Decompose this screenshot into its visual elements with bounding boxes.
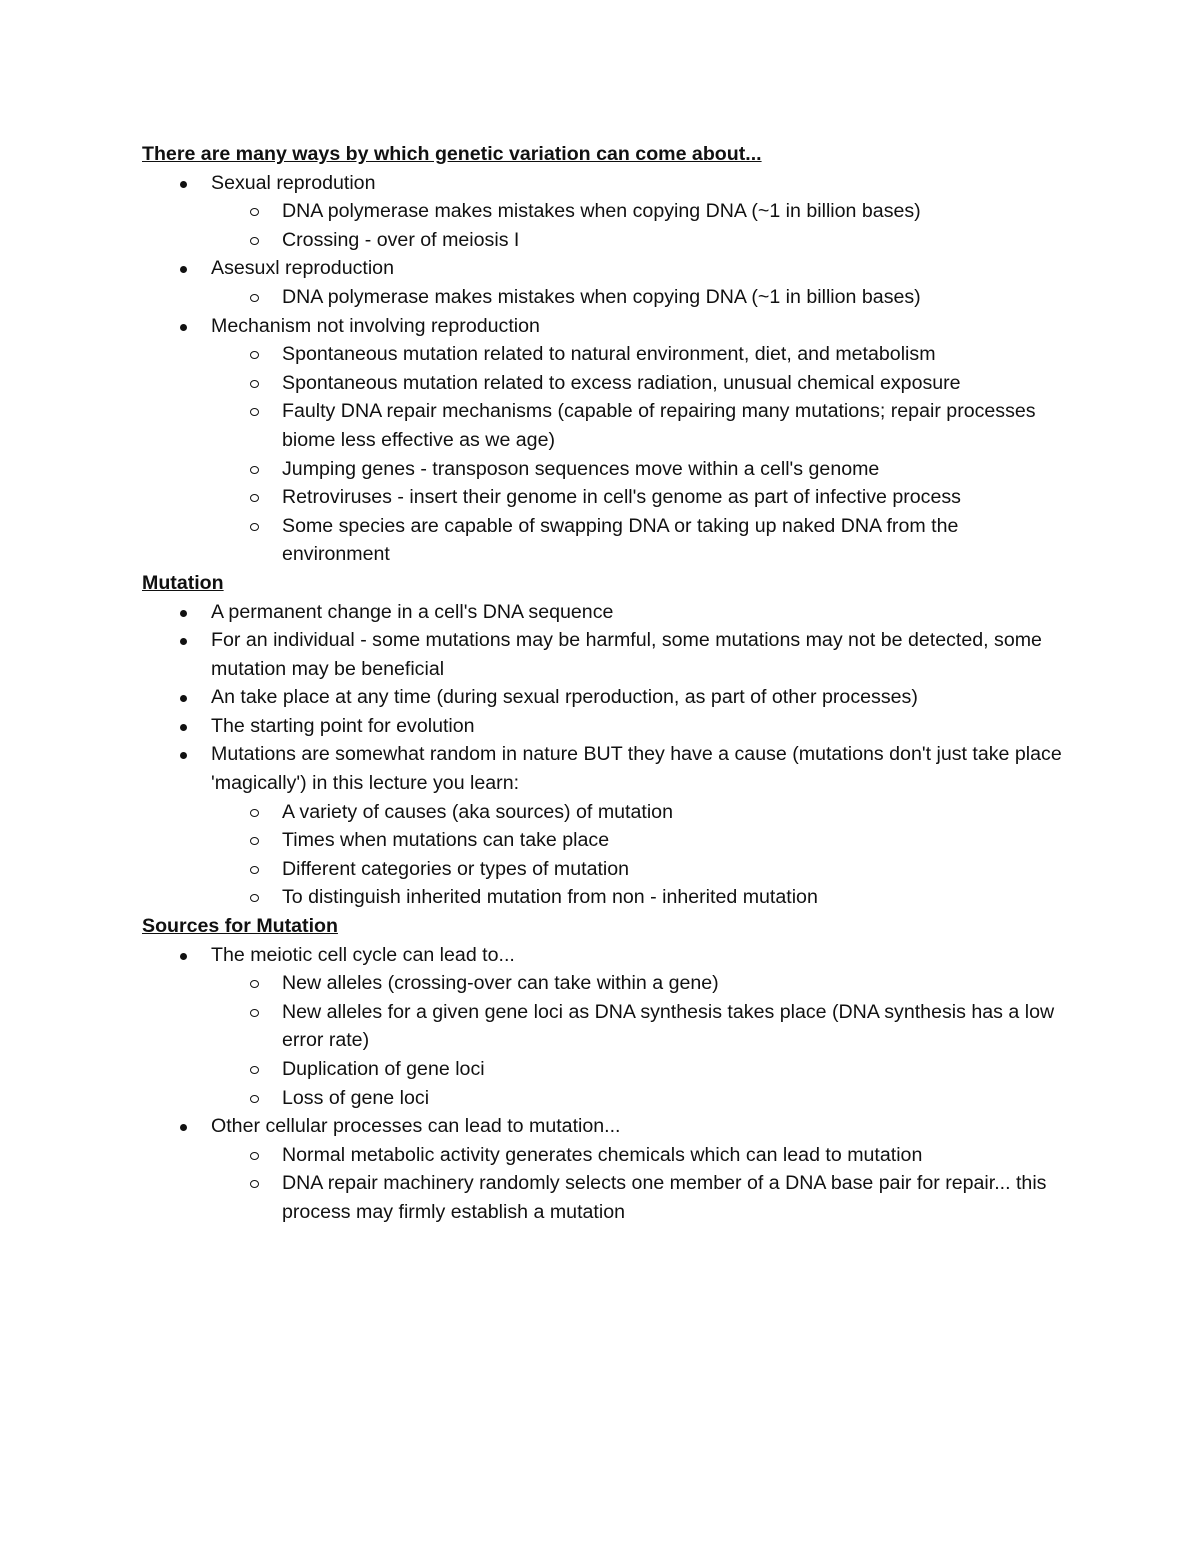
section-mutation <box>142 569 1062 912</box>
filled-bullet-icon <box>180 324 187 331</box>
sub-list-item-text: Some species are capable of swapping DNA or taking up naked DNA from the environment <box>282 514 959 566</box>
sub-list-item <box>142 455 1062 484</box>
sub-list-item-text: New alleles (crossing-over can take within a gene) <box>282 972 719 995</box>
sub-list-item-text: Jumping genes - transposon sequences move within a cell's genome <box>282 457 880 480</box>
sub-list-item <box>142 969 1062 998</box>
filled-bullet-icon <box>180 953 187 960</box>
sub-list-item <box>142 483 1062 512</box>
sub-list-item-text: Loss of gene loci <box>282 1086 430 1109</box>
sub-list-item-text: Different categories or types of mutation <box>282 857 630 880</box>
list-item-text: The starting point for evolution <box>211 714 475 737</box>
sub-list-item-text: To distinguish inherited mutation from non - inherited mutation <box>282 886 818 909</box>
hollow-bullet-icon <box>250 1095 259 1103</box>
sub-list-item-text: Duplication of gene loci <box>282 1058 485 1080</box>
list-item-text: An take place at any time (during sexual rperoduction, as part of other processes) <box>211 686 918 709</box>
list-item-text: Mutations are somewhat random in nature BUT they have a cause (mutations don't just take place 'magically') in this lecture you learn: <box>211 743 1062 795</box>
list-item-text: Asesuxl reproduction <box>211 257 394 280</box>
section-heading: Mutation <box>142 571 224 594</box>
sub-list-item-text: DNA polymerase makes mistakes when copying DNA (~1 in billion bases) <box>282 200 921 223</box>
list-item-text: Mechanism not involving reproduction <box>211 314 540 337</box>
hollow-bullet-icon <box>250 466 259 474</box>
sub-list-item-text: Spontaneous mutation related to natural environment, diet, and metabolism <box>282 343 936 366</box>
list-item <box>142 169 1062 198</box>
sub-list-item <box>142 883 1062 912</box>
list-item-text: Sexual reprodution <box>211 171 376 194</box>
hollow-bullet-icon <box>250 866 259 874</box>
bullet-list <box>142 169 1062 569</box>
sub-list-item <box>142 226 1062 255</box>
sub-list-item-text: Normal metabolic activity generates chemicals which can lead to mutation <box>282 1143 923 1166</box>
filled-bullet-icon <box>180 610 187 617</box>
hollow-bullet-icon <box>250 237 259 245</box>
filled-bullet-icon <box>180 266 187 273</box>
hollow-bullet-icon <box>250 1152 259 1160</box>
filled-bullet-icon <box>180 752 187 759</box>
hollow-bullet-icon <box>250 494 259 502</box>
section-sources-for-mutation <box>142 912 1062 1227</box>
sub-list-item <box>142 340 1062 369</box>
list-item <box>142 1112 1062 1141</box>
hollow-bullet-icon <box>250 408 259 416</box>
hollow-bullet-icon <box>250 1180 259 1188</box>
sub-list-item <box>142 798 1062 827</box>
hollow-bullet-icon <box>250 809 259 817</box>
sub-list-item-text: New alleles for a given gene loci as DNA synthesis takes place (DNA synthesis has a low error rate) <box>282 1000 1055 1052</box>
sub-list-item-text: A variety of causes (aka sources) of mutation <box>282 800 673 823</box>
sub-list-item-text: Spontaneous mutation related to excess radiation, unusual chemical exposure <box>282 371 961 394</box>
list-item <box>142 254 1062 283</box>
list-item <box>142 683 1062 712</box>
list-item-text: A permanent change in a cell's DNA sequence <box>211 600 614 623</box>
hollow-bullet-icon <box>250 294 259 302</box>
sub-list-item <box>142 1141 1062 1170</box>
filled-bullet-icon <box>180 181 187 188</box>
sub-list-item <box>142 826 1062 855</box>
list-item-text: The meiotic cell cycle can lead to... <box>211 943 515 966</box>
sub-list-item <box>142 397 1062 454</box>
list-item <box>142 740 1062 797</box>
hollow-bullet-icon <box>250 837 259 845</box>
section-heading: There are many ways by which genetic variation can come about... <box>142 143 762 165</box>
sub-list-item <box>142 998 1062 1055</box>
filled-bullet-icon <box>180 638 187 645</box>
section-genetic-variation <box>142 140 1062 569</box>
hollow-bullet-icon <box>250 380 259 388</box>
sub-list-item-text: DNA polymerase makes mistakes when copying DNA (~1 in billion bases) <box>282 285 921 308</box>
hollow-bullet-icon <box>250 208 259 216</box>
sub-list-item-text: Retroviruses - insert their genome in cell's genome as part of infective process <box>282 486 961 509</box>
filled-bullet-icon <box>180 1124 187 1131</box>
list-item-text: For an individual - some mutations may be harmful, some mutations may not be detected, some mutation may be beneficial <box>211 629 1042 680</box>
sub-list-item <box>142 855 1062 884</box>
list-item <box>142 712 1062 741</box>
list-item-text: Other cellular processes can lead to mutation... <box>211 1115 621 1138</box>
sub-list-item <box>142 283 1062 312</box>
bullet-list <box>142 598 1062 913</box>
sub-list-item <box>142 1055 1062 1084</box>
hollow-bullet-icon <box>250 1066 259 1074</box>
list-item <box>142 598 1062 627</box>
hollow-bullet-icon <box>250 523 259 531</box>
sub-list-item <box>142 369 1062 398</box>
sub-list-item <box>142 1084 1062 1113</box>
filled-bullet-icon <box>180 724 187 731</box>
sub-list-item-text: DNA repair machinery randomly selects one member of a DNA base pair for repair... this process may firmly establish a mutation <box>282 1172 1047 1223</box>
sub-list-item <box>142 512 1062 569</box>
sub-list-item-text: Times when mutations can take place <box>282 829 610 852</box>
list-item <box>142 312 1062 341</box>
sub-list-item-text: Faulty DNA repair mechanisms (capable of repairing many mutations; repair processes biome less effective as we age) <box>282 400 1036 451</box>
hollow-bullet-icon <box>250 980 259 988</box>
document-content <box>142 140 1062 1227</box>
sub-list-item-text: Crossing - over of meiosis I <box>282 228 520 251</box>
list-item <box>142 941 1062 970</box>
hollow-bullet-icon <box>250 894 259 902</box>
sub-list-item <box>142 1169 1062 1226</box>
hollow-bullet-icon <box>250 1009 259 1017</box>
sub-list-item <box>142 197 1062 226</box>
filled-bullet-icon <box>180 695 187 702</box>
hollow-bullet-icon <box>250 351 259 359</box>
list-item <box>142 626 1062 683</box>
section-heading: Sources for Mutation <box>142 915 338 938</box>
bullet-list <box>142 941 1062 1227</box>
